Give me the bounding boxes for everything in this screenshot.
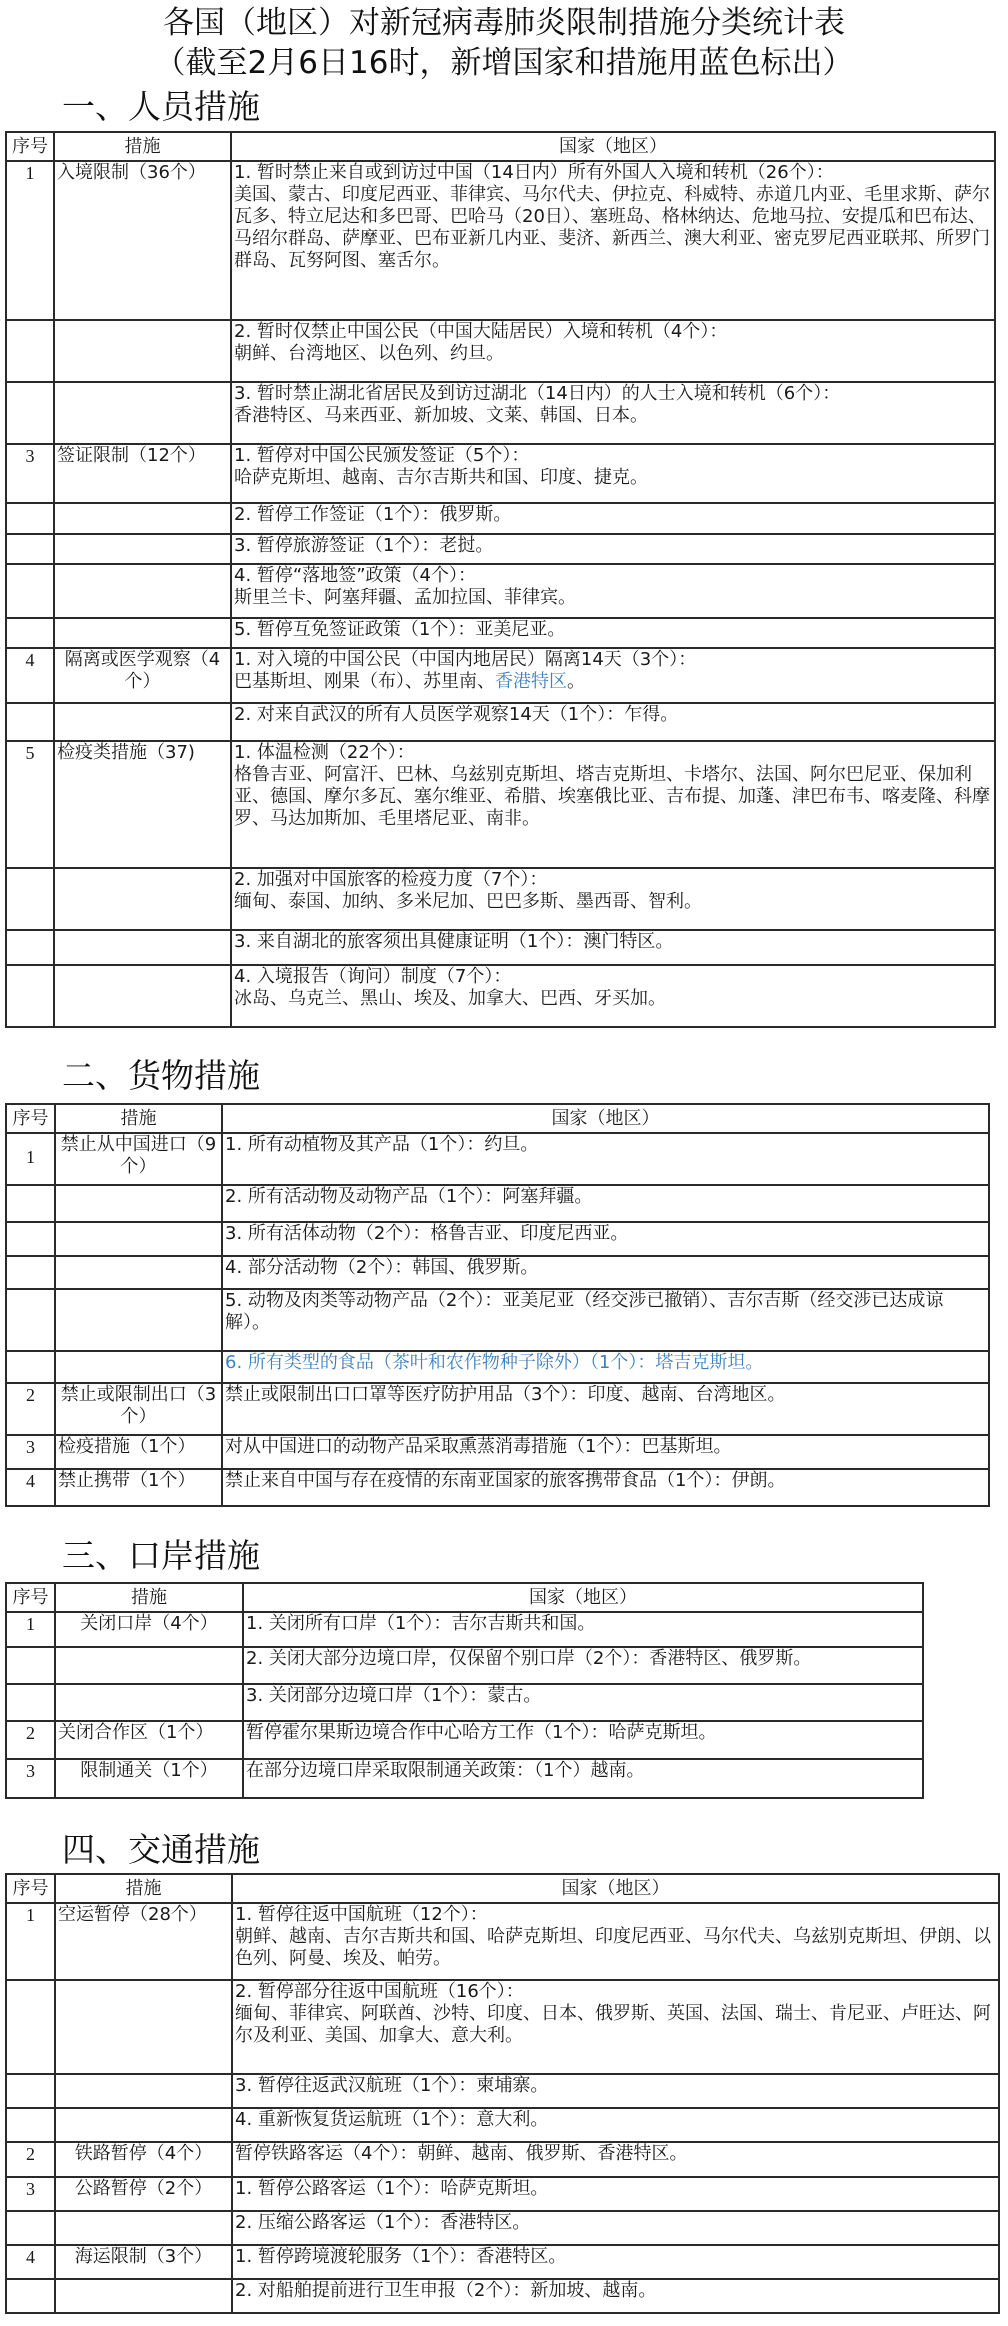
row-seq: 1 <box>6 161 54 320</box>
document-title: 各国（地区）对新冠病毒肺炎限制措施分类统计表 <box>163 5 845 41</box>
row-measure: 限制通关（1个） <box>55 1759 243 1798</box>
table-row <box>6 2211 999 2245</box>
table-row <box>6 1256 989 1289</box>
table-row <box>6 648 995 703</box>
table-row <box>6 2074 999 2108</box>
table-row <box>6 1351 989 1383</box>
table-row <box>6 1383 989 1435</box>
row-detail: 2. 暂停工作签证（1个）：俄罗斯。 <box>231 503 995 534</box>
table-row <box>6 965 995 1027</box>
row-measure: 铁路暂停（4个） <box>55 2142 232 2177</box>
table-row <box>6 1684 923 1721</box>
port-measures-table <box>5 1582 924 1799</box>
row-detail: 4. 暂停“落地签”政策（4个）： 斯里兰卡、阿塞拜疆、孟加拉国、菲律宾。 <box>231 564 995 618</box>
table-row <box>6 2108 999 2142</box>
row-detail: 2. 关闭大部分边境口岸，仅保留个别口岸（2个）：香港特区、俄罗斯。 <box>243 1647 923 1684</box>
table-header-row: 序号 措施 国家（地区） <box>6 1874 999 1903</box>
row-detail: 3. 关闭部分边境口岸（1个）：蒙古。 <box>243 1684 923 1721</box>
row-detail: 5. 动物及肉类等动物产品（2个）：亚美尼亚（经交涉已撤销）、吉尔吉斯（经交涉已达成谅解）。 <box>222 1289 989 1351</box>
table-row <box>6 1759 923 1798</box>
row-seq: 4 <box>6 2245 55 2279</box>
table-header-row <box>6 132 995 161</box>
table-row <box>6 1903 999 1980</box>
row-detail: 3. 来自湖北的旅客须出具健康证明（1个）：澳门特区。 <box>231 930 995 965</box>
goods-measures-table <box>5 1103 990 1507</box>
table-row <box>6 618 995 648</box>
table-row <box>6 564 995 618</box>
table-row <box>6 1647 923 1684</box>
row-measure: 关闭口岸（4个） <box>55 1612 243 1647</box>
table-row <box>6 382 995 444</box>
table-row <box>6 503 995 534</box>
row-detail: 暂停霍尔果斯边境合作中心哈方工作（1个）：哈萨克斯坦。 <box>243 1721 923 1759</box>
table-row <box>6 1133 989 1185</box>
row-detail: 1. 暂停对中国公民颁发签证（5个）： 哈萨克斯坦、越南、吉尔吉斯共和国、印度、捷克。 <box>231 444 995 503</box>
row-seq: 3 <box>6 444 54 503</box>
row-detail: 1. 体温检测（22个）： 格鲁吉亚、阿富汗、巴林、乌兹别克斯坦、塔吉克斯坦、卡塔尔、法国、阿尔巴尼亚、保加利亚、德国、摩尔多瓦、塞尔维亚、希腊、埃塞俄比亚、吉布提、加蓬、津巴布韦、喀麦隆、科摩罗、马达加斯加、毛里塔尼亚、南非。 <box>231 741 995 868</box>
row-measure: 公路暂停（2个） <box>55 2177 232 2211</box>
row-detail: 1. 暂时禁止来自或到访过中国（14日内）所有外国人入境和转机（26个）： 美国、蒙古、印度尼西亚、菲律宾、马尔代夫、伊拉克、科威特、赤道几内亚、毛里求斯、萨尔瓦多、特立尼达和多巴哥、巴哈马（20日）、塞班岛、格林纳达、危地马拉、安提瓜和巴布达、马绍尔群岛、萨摩亚、巴布亚新几内亚、斐济、新西兰、澳大利亚、密克罗尼西亚联邦、所罗门群岛、瓦努阿图、塞舌尔。 <box>231 161 995 320</box>
row-detail: 4. 部分活动物（2个）：韩国、俄罗斯。 <box>222 1256 989 1289</box>
row-seq: 1 <box>6 1903 55 1980</box>
row-detail: 3. 暂停往返武汉航班（1个）：柬埔寨。 <box>232 2074 999 2108</box>
row-seq: 3 <box>6 1759 55 1798</box>
row-detail: 在部分边境口岸采取限制通关政策：（1个）越南。 <box>243 1759 923 1798</box>
row-seq: 1 <box>6 1133 55 1185</box>
table-row <box>6 1721 923 1759</box>
row-detail-new: 6. 所有类型的食品（茶叶和农作物种子除外）（1个）：塔吉克斯坦。 <box>222 1351 989 1383</box>
table-row <box>6 161 995 320</box>
row-detail: 2. 所有活动物及动物产品（1个）：阿塞拜疆。 <box>222 1185 989 1222</box>
header-country: 国家（地区） <box>231 132 995 161</box>
table-row <box>6 703 995 741</box>
section-title-personnel: 一、人员措施 <box>62 87 260 126</box>
row-detail: 2. 对船舶提前进行卫生申报（2个）：新加坡、越南。 <box>232 2279 999 2313</box>
row-measure: 隔离或医学观察（4个） <box>54 648 231 703</box>
section-title-goods: 二、货物措施 <box>62 1056 260 1095</box>
row-detail: 3. 所有活体动物（2个）：格鲁吉亚、印度尼西亚。 <box>222 1222 989 1256</box>
table-row <box>6 1612 923 1647</box>
document-subtitle: （截至2月6日16时，新增国家和措施用蓝色标出） <box>154 45 854 81</box>
row-measure: 检疫类措施（37) <box>54 741 231 868</box>
table-header-row: 序号 措施 国家（地区） <box>6 1104 989 1133</box>
row-detail: 2. 加强对中国旅客的检疫力度（7个）： 缅甸、泰国、加纳、多米尼加、巴巴多斯、墨西哥、智利。 <box>231 868 995 930</box>
transport-measures-table <box>5 1873 1000 2314</box>
row-seq: 3 <box>6 2177 55 2211</box>
table-row <box>6 1435 989 1469</box>
table-row <box>6 741 995 868</box>
row-measure: 禁止携带（1个） <box>55 1469 222 1506</box>
table-row <box>6 2245 999 2279</box>
row-measure: 检疫措施（1个） <box>55 1435 222 1469</box>
table-row <box>6 1185 989 1222</box>
row-measure: 签证限制（12个） <box>54 444 231 503</box>
row-detail: 4. 入境报告（询问）制度（7个）： 冰岛、乌克兰、黑山、埃及、加拿大、巴西、牙买加。 <box>231 965 995 1027</box>
row-seq: 3 <box>6 1435 55 1469</box>
section-title-transport: 四、交通措施 <box>62 1830 260 1869</box>
row-seq: 1 <box>6 1612 55 1647</box>
table-row <box>6 2279 999 2313</box>
row-seq: 2 <box>6 2142 55 2177</box>
row-detail: 暂停铁路客运（4个）：朝鲜、越南、俄罗斯、香港特区。 <box>232 2142 999 2177</box>
table-row <box>6 2142 999 2177</box>
table-row <box>6 444 995 503</box>
row-measure: 入境限制（36个） <box>54 161 231 320</box>
row-seq: 5 <box>6 741 54 868</box>
table-row <box>6 320 995 382</box>
row-detail: 1. 暂停往返中国航班（12个）： 朝鲜、越南、吉尔吉斯共和国、哈萨克斯坦、印度尼西亚、马尔代夫、乌兹别克斯坦、伊朗、以色列、阿曼、埃及、帕劳。 <box>232 1903 999 1980</box>
table-row <box>6 868 995 930</box>
table-row <box>6 534 995 564</box>
table-row <box>6 1289 989 1351</box>
row-seq: 2 <box>6 1721 55 1759</box>
new-entry-highlight: 香港特区 <box>495 671 567 692</box>
header-seq: 序号 <box>6 132 54 161</box>
table-row <box>6 1980 999 2074</box>
row-detail: 5. 暂停互免签证政策（1个）：亚美尼亚。 <box>231 618 995 648</box>
row-seq: 4 <box>6 648 54 703</box>
personnel-measures-table <box>5 131 996 1028</box>
row-measure: 关闭合作区（1个） <box>55 1721 243 1759</box>
row-detail: 对从中国进口的动物产品采取熏蒸消毒措施（1个）：巴基斯坦。 <box>222 1435 989 1469</box>
row-detail: 1. 所有动植物及其产品（1个）：约旦。 <box>222 1133 989 1185</box>
row-detail: 1. 暂停公路客运（1个）：哈萨克斯坦。 <box>232 2177 999 2211</box>
row-detail: 2. 暂停部分往返中国航班（16个）： 缅甸、菲律宾、阿联酋、沙特、印度、日本、俄罗斯、英国、法国、瑞士、肯尼亚、卢旺达、阿尔及利亚、美国、加拿大、意大利。 <box>232 1980 999 2074</box>
row-detail: 3. 暂停旅游签证（1个）：老挝。 <box>231 534 995 564</box>
row-detail: 1. 关闭所有口岸（1个）：吉尔吉斯共和国。 <box>243 1612 923 1647</box>
row-detail: 禁止来自中国与存在疫情的东南亚国家的旅客携带食品（1个）：伊朗。 <box>222 1469 989 1506</box>
row-seq: 2 <box>6 1383 55 1435</box>
row-detail: 2. 暂时仅禁止中国公民（中国大陆居民）入境和转机（4个）： 朝鲜、台湾地区、以色列、约旦。 <box>231 320 995 382</box>
header-measure: 措施 <box>54 132 231 161</box>
row-detail: 2. 压缩公路客运（1个）：香港特区。 <box>232 2211 999 2245</box>
table-row <box>6 930 995 965</box>
row-detail: 1. 暂停跨境渡轮服务（1个）：香港特区。 <box>232 2245 999 2279</box>
row-detail: 禁止或限制出口口罩等医疗防护用品（3个）：印度、越南、台湾地区。 <box>222 1383 989 1435</box>
table-row <box>6 1469 989 1506</box>
row-measure: 禁止或限制出口（3个） <box>55 1383 222 1435</box>
table-row <box>6 1222 989 1256</box>
row-detail: 1. 对入境的中国公民（中国内地居民）隔离14天（3个）： 巴基斯坦、刚果（布）、苏里南、香港特区。 <box>231 648 995 703</box>
section-title-ports: 三、口岸措施 <box>62 1536 260 1575</box>
row-seq: 4 <box>6 1469 55 1506</box>
row-detail: 2. 对来自武汉的所有人员医学观察14天（1个）：乍得。 <box>231 703 995 741</box>
row-detail: 3. 暂时禁止湖北省居民及到访过湖北（14日内）的人士入境和转机（6个）： 香港特区、马来西亚、新加坡、文莱、韩国、日本。 <box>231 382 995 444</box>
row-measure: 海运限制（3个） <box>55 2245 232 2279</box>
table-header-row: 序号 措施 国家（地区） <box>6 1583 923 1612</box>
row-measure: 空运暂停（28个） <box>55 1903 232 1980</box>
row-detail: 4. 重新恢复货运航班（1个）：意大利。 <box>232 2108 999 2142</box>
row-measure: 禁止从中国进口（9个） <box>55 1133 222 1185</box>
table-row <box>6 2177 999 2211</box>
